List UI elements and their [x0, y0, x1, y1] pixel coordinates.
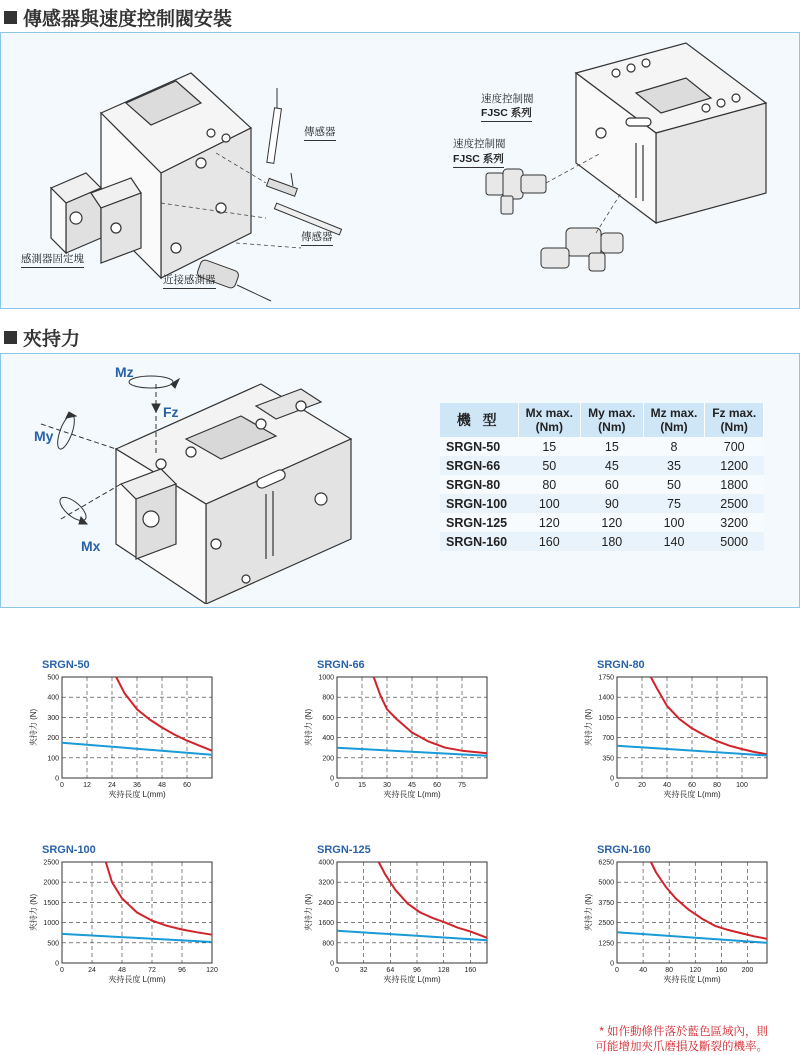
cell-fz: 700	[705, 437, 764, 456]
y-tick-label: 400	[47, 694, 59, 702]
cell-mx: 160	[518, 532, 581, 551]
y-tick-label: 1050	[598, 714, 614, 722]
chart-svg	[583, 656, 773, 806]
x-axis-label: 夾持長度 L(mm)	[663, 790, 721, 799]
chart-srgn-125	[303, 841, 493, 996]
cell-mx: 15	[518, 437, 581, 456]
header-my: My max. (Nm)	[581, 403, 644, 437]
gripper-valve-illustration	[421, 33, 800, 303]
y-tick-label: 2500	[43, 859, 59, 867]
cell-fz: 1800	[705, 475, 764, 494]
chart-svg	[303, 656, 493, 806]
x-tick-label: 64	[386, 967, 395, 974]
chart-svg	[28, 841, 218, 991]
y-tick-label: 800	[322, 940, 334, 948]
label-valve-a-line1: 速度控制閥	[481, 93, 534, 105]
cell-mz: 8	[643, 437, 705, 456]
y-tick-label: 400	[322, 735, 334, 743]
x-tick-label: 75	[458, 782, 466, 789]
y-tick-label: 500	[47, 940, 59, 948]
y-tick-label: 2500	[598, 920, 614, 928]
cell-my: 180	[581, 532, 644, 551]
section-title-text: 夾持力	[23, 329, 81, 350]
chart-srgn-160	[583, 841, 773, 996]
cell-mx: 50	[518, 456, 581, 475]
y-axis-label: 夾持力 (N)	[584, 893, 593, 932]
footnote-line1: * 如作動條件落於藍色區域內，則	[599, 1026, 768, 1038]
label-proximity-sensor: 近接感測器	[163, 272, 216, 289]
y-tick-label: 350	[602, 755, 614, 763]
y-tick-label: 0	[55, 960, 59, 968]
cell-model: SRGN-100	[440, 494, 518, 513]
plot-frame	[337, 862, 487, 963]
cell-mx: 100	[518, 494, 581, 513]
gripper-moment-illustration	[1, 354, 401, 604]
x-tick-label: 24	[108, 782, 116, 789]
cell-mz: 75	[643, 494, 705, 513]
x-tick-label: 80	[665, 967, 674, 974]
cell-my: 15	[581, 437, 644, 456]
chart-srgn-80	[583, 656, 773, 811]
cell-my: 120	[581, 513, 644, 532]
y-axis-label: 夾持力 (N)	[584, 708, 593, 747]
y-tick-label: 6250	[598, 859, 614, 867]
y-tick-label: 2400	[318, 899, 334, 907]
y-tick-label: 800	[322, 694, 334, 702]
x-tick-label: 200	[741, 967, 754, 974]
x-tick-label: 32	[359, 967, 368, 974]
y-tick-label: 1750	[598, 674, 614, 682]
chart-svg	[28, 656, 218, 806]
x-tick-label: 15	[358, 782, 366, 789]
x-tick-label: 12	[83, 782, 91, 789]
y-tick-label: 0	[610, 775, 614, 783]
chart-srgn-100	[28, 841, 218, 996]
y-axis-label: 夾持力 (N)	[304, 893, 313, 932]
section-title-sensor	[4, 4, 232, 31]
chart-title: SRGN-66	[317, 659, 365, 671]
chart-title: SRGN-50	[42, 659, 90, 671]
x-tick-label: 0	[60, 967, 64, 974]
chart-srgn-66	[303, 656, 493, 811]
chart-title: SRGN-160	[597, 844, 651, 856]
x-tick-label: 60	[688, 782, 696, 789]
header-fz: Fz max. (Nm)	[705, 403, 764, 437]
table-row	[440, 475, 764, 494]
cell-model: SRGN-160	[440, 532, 518, 551]
y-tick-label: 700	[602, 735, 614, 743]
x-tick-label: 96	[178, 967, 186, 974]
sensor-install-panel	[0, 32, 800, 309]
y-tick-label: 1250	[598, 940, 614, 948]
section-title-text: 傳感器與速度控制閥安裝	[23, 9, 233, 30]
x-tick-label: 72	[148, 967, 156, 974]
cell-mx: 80	[518, 475, 581, 494]
y-axis-label: 夾持力 (N)	[29, 893, 38, 932]
label-my: My	[34, 428, 54, 444]
label-sensor-a: 傳感器	[304, 124, 336, 141]
table-row	[440, 494, 764, 513]
x-tick-label: 0	[615, 782, 619, 789]
x-axis-label: 夾持長度 L(mm)	[383, 790, 441, 799]
cell-mz: 100	[643, 513, 705, 532]
x-tick-label: 40	[639, 967, 647, 974]
x-tick-label: 120	[206, 967, 218, 974]
moment-spec-table	[440, 403, 764, 551]
y-tick-label: 600	[322, 714, 334, 722]
chart-title: SRGN-100	[42, 844, 96, 856]
table-header-row	[440, 403, 764, 437]
x-tick-label: 100	[736, 782, 748, 789]
x-tick-label: 30	[383, 782, 391, 789]
x-tick-label: 80	[713, 782, 721, 789]
x-tick-label: 0	[615, 967, 619, 974]
table-row	[440, 513, 764, 532]
x-tick-label: 128	[437, 967, 450, 974]
cell-fz: 2500	[705, 494, 764, 513]
x-tick-label: 48	[118, 967, 126, 974]
chart-srgn-50	[28, 656, 218, 811]
label-mz: Mz	[115, 364, 134, 380]
y-tick-label: 0	[330, 775, 334, 783]
x-axis-label: 夾持長度 L(mm)	[663, 975, 721, 984]
label-valve-b-line1: 速度控制閥	[453, 138, 506, 150]
x-tick-label: 0	[335, 967, 339, 974]
cell-model: SRGN-66	[440, 456, 518, 475]
cell-model: SRGN-125	[440, 513, 518, 532]
label-sensor-block: 感測器固定塊	[21, 251, 84, 268]
y-tick-label: 0	[330, 960, 334, 968]
x-tick-label: 20	[638, 782, 646, 789]
square-bullet-icon	[4, 11, 17, 24]
y-tick-label: 5000	[598, 879, 614, 887]
cell-fz: 5000	[705, 532, 764, 551]
cell-mz: 50	[643, 475, 705, 494]
header-mx: Mx max. (Nm)	[518, 403, 581, 437]
label-valve-a-line2: FJSC 系列	[481, 105, 532, 122]
x-tick-label: 120	[689, 967, 702, 974]
cell-mz: 140	[643, 532, 705, 551]
x-tick-label: 40	[663, 782, 671, 789]
x-tick-label: 48	[158, 782, 166, 789]
chart-title: SRGN-125	[317, 844, 371, 856]
cell-fz: 1200	[705, 456, 764, 475]
y-tick-label: 200	[47, 735, 59, 743]
cell-model: SRGN-50	[440, 437, 518, 456]
chart-svg	[303, 841, 493, 991]
cell-mz: 35	[643, 456, 705, 475]
y-tick-label: 3200	[318, 879, 334, 887]
y-tick-label: 1000	[43, 920, 59, 928]
label-valve-b-line2: FJSC 系列	[453, 151, 504, 168]
y-tick-label: 1000	[318, 674, 334, 682]
chart-svg	[583, 841, 773, 991]
square-bullet-icon	[4, 331, 17, 344]
y-tick-label: 200	[322, 755, 334, 763]
header-model: 機 型	[440, 403, 518, 437]
table-row	[440, 532, 764, 551]
x-tick-label: 160	[715, 967, 728, 974]
x-tick-label: 0	[335, 782, 339, 789]
table-row	[440, 456, 764, 475]
y-axis-label: 夾持力 (N)	[29, 708, 38, 747]
section-title-gripping-force	[4, 324, 80, 351]
label-fz: Fz	[163, 404, 179, 420]
label-sensor-b: 傳感器	[301, 229, 333, 246]
x-tick-label: 45	[408, 782, 416, 789]
table-row	[440, 437, 764, 456]
footnote-line2: 可能增加夾爪磨損及斷裂的機率。	[595, 1041, 768, 1053]
y-tick-label: 1600	[318, 920, 334, 928]
chart-title: SRGN-80	[597, 659, 645, 671]
x-tick-label: 24	[88, 967, 96, 974]
x-tick-label: 36	[133, 782, 141, 789]
x-axis-label: 夾持長度 L(mm)	[108, 790, 166, 799]
x-axis-label: 夾持長度 L(mm)	[383, 975, 441, 984]
x-tick-label: 0	[60, 782, 64, 789]
x-tick-label: 96	[413, 967, 421, 974]
cell-model: SRGN-80	[440, 475, 518, 494]
y-axis-label: 夾持力 (N)	[304, 708, 313, 747]
x-axis-label: 夾持長度 L(mm)	[108, 975, 166, 984]
header-mz: Mz max. (Nm)	[643, 403, 705, 437]
cell-mx: 120	[518, 513, 581, 532]
x-tick-label: 60	[183, 782, 191, 789]
y-tick-label: 0	[610, 960, 614, 968]
label-mx: Mx	[81, 538, 101, 554]
y-tick-label: 2000	[43, 879, 59, 887]
x-tick-label: 160	[464, 967, 477, 974]
y-tick-label: 0	[55, 775, 59, 783]
y-tick-label: 4000	[318, 859, 334, 867]
x-tick-label: 60	[433, 782, 441, 789]
cell-my: 60	[581, 475, 644, 494]
y-tick-label: 500	[47, 674, 59, 682]
cell-my: 90	[581, 494, 644, 513]
cell-my: 45	[581, 456, 644, 475]
y-tick-label: 3750	[598, 899, 614, 907]
y-tick-label: 1500	[43, 899, 59, 907]
y-tick-label: 100	[47, 755, 59, 763]
y-tick-label: 1400	[598, 694, 614, 702]
cell-fz: 3200	[705, 513, 764, 532]
y-tick-label: 300	[47, 714, 59, 722]
